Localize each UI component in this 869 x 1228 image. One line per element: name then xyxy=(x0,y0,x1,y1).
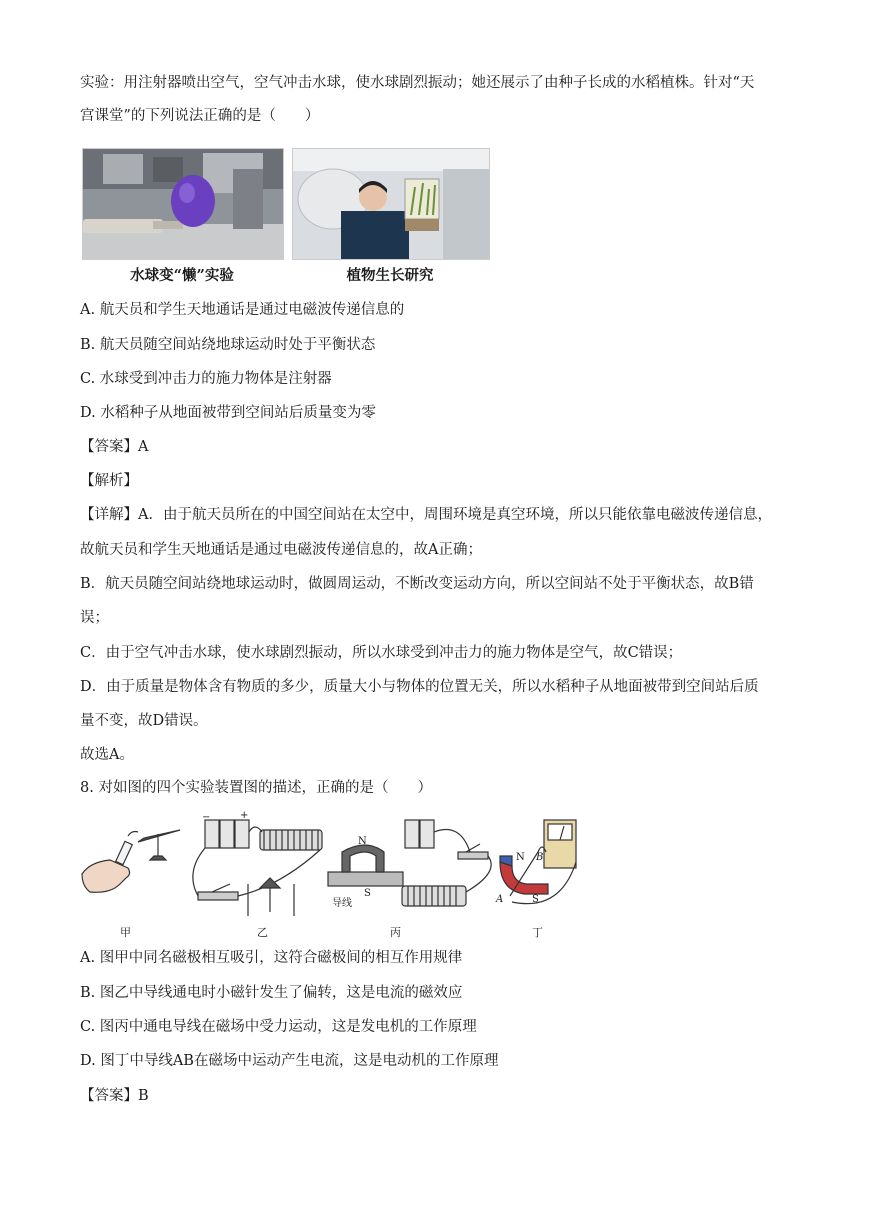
water-ball-caption: 水球变“懒”实验 xyxy=(130,267,234,284)
fig-label-bing: 丙 xyxy=(390,926,401,939)
q7-detail-line-8: 故选A。 xyxy=(80,747,134,763)
q7-detail-line-7: 量不变，故D错误。 xyxy=(80,713,208,729)
fig-ding-s: S xyxy=(532,894,539,905)
fig-magnet-n: N xyxy=(358,836,367,847)
intro-line-2: 宫课堂”的下列说法正确的是（ ） xyxy=(80,108,320,124)
q8-answer: 【答案】B xyxy=(80,1088,149,1104)
water-ball-photo xyxy=(82,148,284,260)
q7-detail-line-5: C．由于空气冲击水球，使水球剧烈振动，所以水球受到冲击力的施力物体是空气，故C错误； xyxy=(80,645,683,661)
q7-detail-line-3: B．航天员随空间站绕地球运动时，做圆周运动，不断改变运动方向，所以空间站不处于平衡状态，故B错 xyxy=(80,576,754,592)
intro-line-1: 实验：用注射器喷出空气，空气冲击水球，使水球剧烈振动；她还展示了由种子长成的水稻植株。针对“天 xyxy=(80,75,755,91)
q8-option-a: A. 图甲中同名磁极相互吸引，这符合磁极间的相互作用规律 xyxy=(80,950,463,966)
q8-option-c: C. 图丙中通电导线在磁场中受力运动，这是发电机的工作原理 xyxy=(80,1019,477,1035)
fig-ding-n: N xyxy=(516,852,525,863)
fig-label-yi: 乙 xyxy=(257,926,268,939)
q7-option-c: C. 水球受到冲击力的施力物体是注射器 xyxy=(80,371,332,387)
q7-detail-line-1: 【详解】A．由于航天员所在的中国空间站在太空中，周围环境是真空环境，所以只能依靠电磁波传递信息， xyxy=(80,507,772,523)
fig-label-ding: 丁 xyxy=(532,926,543,939)
q7-analysis-heading: 【解析】 xyxy=(80,473,138,489)
q8-stem: 8. 对如图的四个实验装置图的描述，正确的是（ ） xyxy=(80,780,432,796)
q7-option-d: D. 水稻种子从地面被带到空间站后质量变为零 xyxy=(80,405,376,421)
q7-option-a: A. 航天员和学生天地通话是通过电磁波传递信息的 xyxy=(80,302,405,318)
q7-answer: 【答案】A xyxy=(80,439,149,455)
fig-point-a: A xyxy=(496,894,504,905)
fig-label-jia: 甲 xyxy=(120,926,131,939)
fig-magnet-s: S xyxy=(364,888,371,899)
fig-wire-label: 导线 xyxy=(332,898,352,909)
q8-option-b: B. 图乙中导线通电时小磁针发生了偏转，这是电流的磁效应 xyxy=(80,985,463,1001)
fig-minus-sign: − xyxy=(202,812,211,823)
plant-growth-caption: 植物生长研究 xyxy=(346,267,434,284)
fig-point-b: B xyxy=(536,852,544,863)
q8-experiment-figure xyxy=(80,812,580,937)
q8-option-d: D. 图丁中导线AB在磁场中运动产生电流，这是电动机的工作原理 xyxy=(80,1053,499,1069)
plant-growth-photo xyxy=(292,148,490,260)
q7-detail-line-2: 故航天员和学生天地通话是通过电磁波传递信息的，故A正确； xyxy=(80,542,482,558)
q7-option-b: B. 航天员随空间站绕地球运动时处于平衡状态 xyxy=(80,337,376,353)
q7-detail-line-6: D．由于质量是物体含有物质的多少，质量大小与物体的位置无关，所以水稻种子从地面被带到空间站后质 xyxy=(80,679,759,695)
q7-detail-line-4: 误； xyxy=(80,610,109,626)
fig-plus-sign: + xyxy=(240,810,249,821)
